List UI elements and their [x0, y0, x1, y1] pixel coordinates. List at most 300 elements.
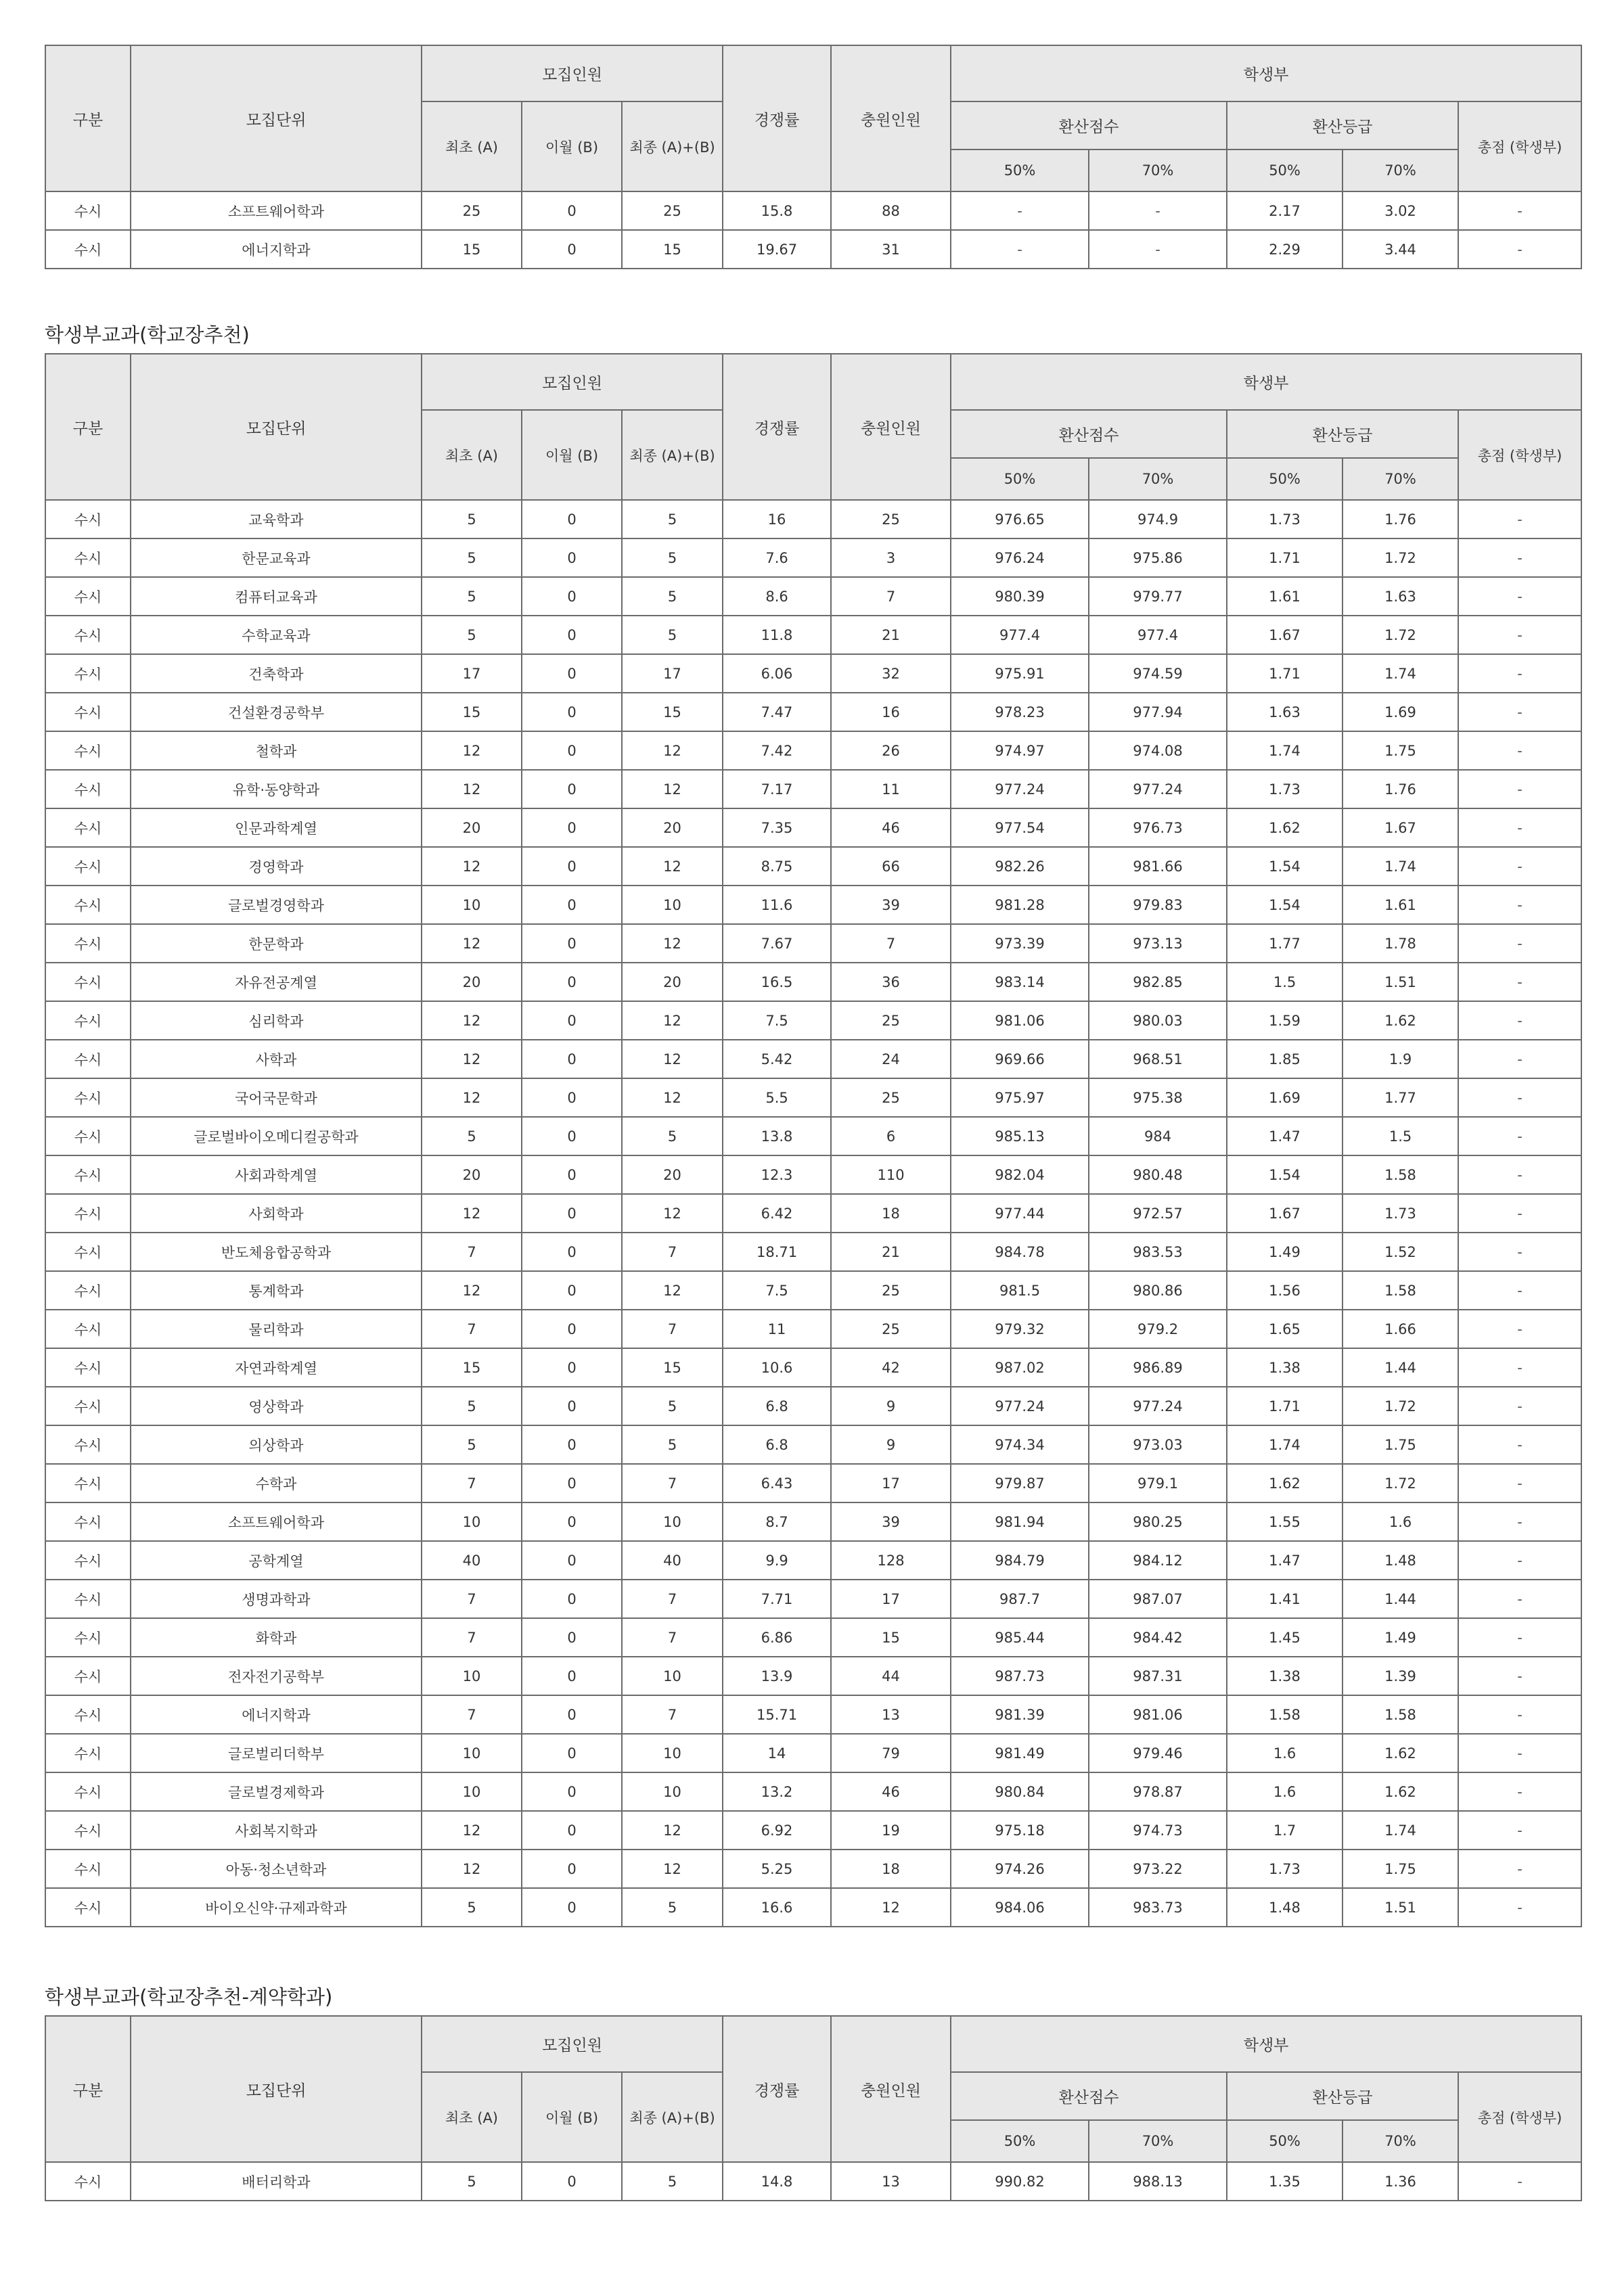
cell-additional: 46: [831, 808, 951, 847]
cell-grade-50: 1.69: [1227, 1078, 1343, 1117]
cell-grade-50: 1.59: [1227, 1001, 1343, 1040]
cell-category: 수시: [45, 924, 131, 963]
cell-additional: 11: [831, 770, 951, 808]
cell-category: 수시: [45, 616, 131, 654]
cell-unit: 사회학과: [131, 1194, 422, 1233]
cell-grade-70: 3.02: [1343, 191, 1458, 230]
header-unit: 모집단위: [131, 2016, 422, 2162]
cell-grade-50: 1.65: [1227, 1310, 1343, 1348]
cell-grade-70: 1.76: [1343, 770, 1458, 808]
cell-total: -: [1458, 1348, 1581, 1387]
cell-grade-50: 1.77: [1227, 924, 1343, 963]
cell-category: 수시: [45, 731, 131, 770]
cell-competition: 8.6: [723, 577, 831, 616]
cell-total: -: [1458, 1271, 1581, 1310]
cell-total: -: [1458, 1001, 1581, 1040]
table-row: [45, 1271, 1581, 1310]
header-converted-grade: 환산등급: [1227, 101, 1458, 150]
cell-total: -: [1458, 770, 1581, 808]
header-competition: 경쟁률: [723, 45, 831, 191]
cell-score-70: 977.94: [1089, 693, 1227, 731]
cell-grade-70: 1.51: [1343, 963, 1458, 1001]
table-row: [45, 963, 1581, 1001]
cell-transfer: 0: [522, 2162, 622, 2201]
cell-category: 수시: [45, 1310, 131, 1348]
cell-category: 수시: [45, 230, 131, 269]
cell-total: -: [1458, 1541, 1581, 1580]
cell-score-50: 983.14: [951, 963, 1089, 1001]
table-row: [45, 1618, 1581, 1657]
cell-final: 12: [622, 924, 723, 963]
cell-transfer: 0: [522, 770, 622, 808]
cell-additional: 17: [831, 1464, 951, 1502]
cell-grade-70: 1.66: [1343, 1310, 1458, 1348]
header-competition: 경쟁률: [723, 354, 831, 500]
header-total-score: 총점 (학생부): [1458, 410, 1581, 500]
cell-score-70: 979.83: [1089, 886, 1227, 924]
table-row: [45, 1233, 1581, 1271]
cell-grade-70: 1.75: [1343, 1850, 1458, 1888]
cell-final: 15: [622, 1348, 723, 1387]
cell-unit: 자연과학계열: [131, 1348, 422, 1387]
header-initial: 최초 (A): [422, 2072, 522, 2162]
cell-total: -: [1458, 1117, 1581, 1155]
cell-grade-70: 1.72: [1343, 616, 1458, 654]
cell-unit: 유학·동양학과: [131, 770, 422, 808]
cell-total: -: [1458, 1502, 1581, 1541]
cell-total: -: [1458, 1387, 1581, 1425]
cell-transfer: 0: [522, 1233, 622, 1271]
cell-score-70: 973.22: [1089, 1850, 1227, 1888]
cell-additional: 110: [831, 1155, 951, 1194]
cell-score-50: 987.73: [951, 1657, 1089, 1695]
cell-grade-50: 2.17: [1227, 191, 1343, 230]
cell-score-50: 974.34: [951, 1425, 1089, 1464]
cell-competition: 6.86: [723, 1618, 831, 1657]
header-final: 최종 (A)+(B): [622, 2072, 723, 2162]
cell-score-50: 977.44: [951, 1194, 1089, 1233]
cell-grade-70: 1.78: [1343, 924, 1458, 963]
cell-score-50: 973.39: [951, 924, 1089, 963]
cell-transfer: 0: [522, 1271, 622, 1310]
cell-score-50: 981.49: [951, 1734, 1089, 1772]
cell-competition: 7.5: [723, 1001, 831, 1040]
cell-unit: 공학계열: [131, 1541, 422, 1580]
table-row: [45, 1695, 1581, 1734]
cell-additional: 9: [831, 1425, 951, 1464]
cell-grade-50: 2.29: [1227, 230, 1343, 269]
cell-transfer: 0: [522, 1387, 622, 1425]
cell-total: -: [1458, 1657, 1581, 1695]
cell-transfer: 0: [522, 230, 622, 269]
cell-transfer: 0: [522, 1425, 622, 1464]
cell-grade-70: 1.69: [1343, 693, 1458, 731]
table-row: [45, 1850, 1581, 1888]
cell-initial: 10: [422, 1772, 522, 1811]
cell-grade-50: 1.49: [1227, 1233, 1343, 1271]
cell-unit: 영상학과: [131, 1387, 422, 1425]
cell-competition: 18.71: [723, 1233, 831, 1271]
cell-final: 5: [622, 1888, 723, 1927]
cell-category: 수시: [45, 1502, 131, 1541]
section-contract-dept: [45, 2015, 1581, 2201]
section-software-energy: [45, 45, 1581, 269]
cell-score-70: 984: [1089, 1117, 1227, 1155]
cell-category: 수시: [45, 770, 131, 808]
header-grade-50: 50%: [1227, 458, 1343, 500]
cell-grade-70: 1.52: [1343, 1233, 1458, 1271]
cell-grade-70: 1.6: [1343, 1502, 1458, 1541]
cell-total: -: [1458, 1233, 1581, 1271]
cell-initial: 12: [422, 1001, 522, 1040]
cell-additional: 79: [831, 1734, 951, 1772]
cell-unit: 한문교육과: [131, 538, 422, 577]
cell-category: 수시: [45, 886, 131, 924]
cell-transfer: 0: [522, 1001, 622, 1040]
admissions-table: [45, 2015, 1582, 2201]
cell-competition: 8.7: [723, 1502, 831, 1541]
cell-unit: 에너지학과: [131, 1695, 422, 1734]
cell-category: 수시: [45, 847, 131, 886]
cell-total: -: [1458, 1811, 1581, 1850]
cell-unit: 한문학과: [131, 924, 422, 963]
cell-category: 수시: [45, 1850, 131, 1888]
cell-score-50: 981.39: [951, 1695, 1089, 1734]
cell-grade-70: 1.62: [1343, 1734, 1458, 1772]
cell-grade-70: 1.73: [1343, 1194, 1458, 1233]
header-category: 구분: [45, 354, 131, 500]
cell-score-50: 984.79: [951, 1541, 1089, 1580]
table-row: [45, 654, 1581, 693]
cell-unit: 전자전기공학부: [131, 1657, 422, 1695]
table-row: [45, 500, 1581, 538]
table-row: [45, 577, 1581, 616]
cell-final: 5: [622, 500, 723, 538]
cell-initial: 12: [422, 1078, 522, 1117]
cell-grade-50: 1.45: [1227, 1618, 1343, 1657]
cell-transfer: 0: [522, 1888, 622, 1927]
cell-initial: 12: [422, 1194, 522, 1233]
cell-score-50: 977.54: [951, 808, 1089, 847]
cell-grade-70: 1.39: [1343, 1657, 1458, 1695]
cell-category: 수시: [45, 2162, 131, 2201]
cell-final: 7: [622, 1618, 723, 1657]
admissions-table: [45, 45, 1582, 269]
cell-final: 7: [622, 1233, 723, 1271]
cell-score-50: 984.06: [951, 1888, 1089, 1927]
cell-competition: 5.25: [723, 1850, 831, 1888]
cell-total: -: [1458, 1425, 1581, 1464]
cell-category: 수시: [45, 1734, 131, 1772]
cell-initial: 12: [422, 924, 522, 963]
cell-score-50: 976.65: [951, 500, 1089, 538]
cell-transfer: 0: [522, 963, 622, 1001]
header-additional: 충원인원: [831, 2016, 951, 2162]
table-row: [45, 1425, 1581, 1464]
section-title-school-principal: 학생부교과(학교장추천): [45, 323, 250, 346]
cell-category: 수시: [45, 654, 131, 693]
cell-grade-70: 1.72: [1343, 538, 1458, 577]
header-transfer: 이월 (B): [522, 2072, 622, 2162]
cell-grade-70: 1.61: [1343, 886, 1458, 924]
cell-score-70: 974.08: [1089, 731, 1227, 770]
table-row: [45, 1888, 1581, 1927]
cell-additional: 17: [831, 1580, 951, 1618]
cell-score-70: 980.25: [1089, 1502, 1227, 1541]
cell-transfer: 0: [522, 1155, 622, 1194]
cell-initial: 5: [422, 1387, 522, 1425]
cell-total: -: [1458, 538, 1581, 577]
table-row: [45, 1117, 1581, 1155]
table-body: [45, 500, 1581, 1927]
cell-category: 수시: [45, 1888, 131, 1927]
cell-unit: 수학과: [131, 1464, 422, 1502]
table-row: [45, 1040, 1581, 1078]
cell-grade-50: 1.73: [1227, 1850, 1343, 1888]
header-additional: 충원인원: [831, 45, 951, 191]
cell-final: 7: [622, 1310, 723, 1348]
cell-competition: 5.42: [723, 1040, 831, 1078]
cell-grade-50: 1.7: [1227, 1811, 1343, 1850]
cell-initial: 5: [422, 1117, 522, 1155]
cell-category: 수시: [45, 1040, 131, 1078]
cell-additional: 12: [831, 1888, 951, 1927]
cell-score-70: -: [1089, 191, 1227, 230]
cell-unit: 경영학과: [131, 847, 422, 886]
table-row: [45, 1464, 1581, 1502]
cell-unit: 인문과학계열: [131, 808, 422, 847]
header-score-50: 50%: [951, 2120, 1089, 2162]
cell-final: 10: [622, 1502, 723, 1541]
cell-final: 15: [622, 230, 723, 269]
cell-transfer: 0: [522, 500, 622, 538]
cell-score-70: -: [1089, 230, 1227, 269]
cell-grade-50: 1.6: [1227, 1772, 1343, 1811]
cell-unit: 건축학과: [131, 654, 422, 693]
cell-transfer: 0: [522, 693, 622, 731]
header-grade-70: 70%: [1343, 2120, 1458, 2162]
cell-transfer: 0: [522, 924, 622, 963]
cell-final: 7: [622, 1464, 723, 1502]
cell-total: -: [1458, 1310, 1581, 1348]
cell-competition: 7.71: [723, 1580, 831, 1618]
cell-grade-50: 1.71: [1227, 1387, 1343, 1425]
cell-final: 12: [622, 731, 723, 770]
cell-competition: 6.8: [723, 1387, 831, 1425]
cell-score-50: 975.97: [951, 1078, 1089, 1117]
table-row: [45, 230, 1581, 269]
cell-final: 10: [622, 1772, 723, 1811]
cell-transfer: 0: [522, 616, 622, 654]
cell-additional: 13: [831, 1695, 951, 1734]
cell-unit: 자유전공계열: [131, 963, 422, 1001]
cell-competition: 6.42: [723, 1194, 831, 1233]
cell-grade-70: 1.74: [1343, 654, 1458, 693]
cell-grade-50: 1.58: [1227, 1695, 1343, 1734]
cell-grade-50: 1.48: [1227, 1888, 1343, 1927]
cell-initial: 5: [422, 577, 522, 616]
cell-total: -: [1458, 1580, 1581, 1618]
cell-additional: 9: [831, 1387, 951, 1425]
header-additional: 충원인원: [831, 354, 951, 500]
cell-initial: 7: [422, 1618, 522, 1657]
cell-category: 수시: [45, 1657, 131, 1695]
cell-unit: 통계학과: [131, 1271, 422, 1310]
cell-competition: 7.67: [723, 924, 831, 963]
cell-score-70: 977.24: [1089, 1387, 1227, 1425]
cell-unit: 심리학과: [131, 1001, 422, 1040]
cell-total: -: [1458, 1850, 1581, 1888]
cell-grade-70: 1.72: [1343, 1464, 1458, 1502]
cell-grade-50: 1.38: [1227, 1657, 1343, 1695]
table-row: [45, 1580, 1581, 1618]
cell-grade-50: 1.71: [1227, 654, 1343, 693]
cell-initial: 12: [422, 1850, 522, 1888]
cell-grade-50: 1.67: [1227, 616, 1343, 654]
cell-final: 5: [622, 2162, 723, 2201]
cell-grade-50: 1.38: [1227, 1348, 1343, 1387]
cell-grade-50: 1.35: [1227, 2162, 1343, 2201]
cell-additional: 36: [831, 963, 951, 1001]
cell-grade-70: 1.77: [1343, 1078, 1458, 1117]
cell-score-70: 974.59: [1089, 654, 1227, 693]
cell-score-50: 978.23: [951, 693, 1089, 731]
cell-score-70: 983.73: [1089, 1888, 1227, 1927]
cell-unit: 반도체융합공학과: [131, 1233, 422, 1271]
header-unit: 모집단위: [131, 45, 422, 191]
cell-category: 수시: [45, 500, 131, 538]
table-row: [45, 191, 1581, 230]
cell-transfer: 0: [522, 1078, 622, 1117]
cell-score-50: 969.66: [951, 1040, 1089, 1078]
cell-score-70: 984.12: [1089, 1541, 1227, 1580]
table-row: [45, 1657, 1581, 1695]
cell-total: -: [1458, 1078, 1581, 1117]
cell-score-70: 986.89: [1089, 1348, 1227, 1387]
cell-initial: 10: [422, 1734, 522, 1772]
table-body: [45, 2162, 1581, 2201]
cell-initial: 5: [422, 616, 522, 654]
cell-additional: 42: [831, 1348, 951, 1387]
cell-score-70: 987.07: [1089, 1580, 1227, 1618]
cell-grade-70: 1.62: [1343, 1001, 1458, 1040]
cell-unit: 에너지학과: [131, 230, 422, 269]
cell-initial: 7: [422, 1580, 522, 1618]
cell-competition: 11.8: [723, 616, 831, 654]
header-recruit: 모집인원: [422, 45, 723, 101]
cell-score-50: 982.04: [951, 1155, 1089, 1194]
cell-score-50: 980.84: [951, 1772, 1089, 1811]
cell-competition: 13.8: [723, 1117, 831, 1155]
cell-initial: 15: [422, 230, 522, 269]
cell-transfer: 0: [522, 886, 622, 924]
cell-total: -: [1458, 808, 1581, 847]
cell-score-70: 973.13: [1089, 924, 1227, 963]
cell-final: 10: [622, 1734, 723, 1772]
admissions-table: [45, 353, 1582, 1927]
cell-transfer: 0: [522, 1502, 622, 1541]
cell-competition: 13.9: [723, 1657, 831, 1695]
header-transfer: 이월 (B): [522, 410, 622, 500]
header-school-record: 학생부: [951, 2016, 1581, 2072]
cell-initial: 5: [422, 1425, 522, 1464]
header-school-record: 학생부: [951, 354, 1581, 410]
cell-unit: 글로벌경제학과: [131, 1772, 422, 1811]
cell-additional: 66: [831, 847, 951, 886]
cell-category: 수시: [45, 1155, 131, 1194]
cell-grade-70: 1.44: [1343, 1348, 1458, 1387]
cell-total: -: [1458, 577, 1581, 616]
cell-competition: 7.6: [723, 538, 831, 577]
cell-grade-70: 1.74: [1343, 1811, 1458, 1850]
cell-total: -: [1458, 230, 1581, 269]
cell-grade-70: 1.75: [1343, 1425, 1458, 1464]
cell-additional: 25: [831, 1078, 951, 1117]
cell-final: 20: [622, 963, 723, 1001]
header-grade-70: 70%: [1343, 150, 1458, 191]
cell-additional: 31: [831, 230, 951, 269]
cell-score-70: 979.46: [1089, 1734, 1227, 1772]
cell-initial: 20: [422, 1155, 522, 1194]
cell-final: 7: [622, 1695, 723, 1734]
cell-final: 12: [622, 1850, 723, 1888]
table-row: [45, 1348, 1581, 1387]
table-row: [45, 693, 1581, 731]
cell-total: -: [1458, 1772, 1581, 1811]
header-grade-50: 50%: [1227, 150, 1343, 191]
cell-transfer: 0: [522, 1194, 622, 1233]
table-body: [45, 191, 1581, 269]
cell-final: 12: [622, 770, 723, 808]
cell-score-50: 987.7: [951, 1580, 1089, 1618]
cell-score-70: 980.48: [1089, 1155, 1227, 1194]
cell-additional: 32: [831, 654, 951, 693]
cell-transfer: 0: [522, 1040, 622, 1078]
cell-additional: 18: [831, 1194, 951, 1233]
cell-transfer: 0: [522, 1117, 622, 1155]
cell-transfer: 0: [522, 1464, 622, 1502]
header-final: 최종 (A)+(B): [622, 410, 723, 500]
cell-grade-50: 1.62: [1227, 808, 1343, 847]
table-row: [45, 1811, 1581, 1850]
cell-category: 수시: [45, 1618, 131, 1657]
header-school-record: 학생부: [951, 45, 1581, 101]
cell-final: 5: [622, 538, 723, 577]
cell-initial: 5: [422, 538, 522, 577]
cell-grade-50: 1.73: [1227, 500, 1343, 538]
cell-score-50: 976.24: [951, 538, 1089, 577]
cell-grade-50: 1.41: [1227, 1580, 1343, 1618]
cell-score-70: 979.77: [1089, 577, 1227, 616]
header-score-70: 70%: [1089, 150, 1227, 191]
cell-grade-70: 1.63: [1343, 577, 1458, 616]
cell-unit: 의상학과: [131, 1425, 422, 1464]
cell-additional: 13: [831, 2162, 951, 2201]
cell-final: 5: [622, 1117, 723, 1155]
cell-category: 수시: [45, 1001, 131, 1040]
cell-category: 수시: [45, 1772, 131, 1811]
table-header: [45, 2016, 1581, 2162]
cell-additional: 19: [831, 1811, 951, 1850]
cell-score-50: 974.26: [951, 1850, 1089, 1888]
cell-total: -: [1458, 1618, 1581, 1657]
cell-additional: 39: [831, 1502, 951, 1541]
cell-score-70: 988.13: [1089, 2162, 1227, 2201]
header-score-50: 50%: [951, 150, 1089, 191]
header-initial: 최초 (A): [422, 101, 522, 191]
cell-score-70: 976.73: [1089, 808, 1227, 847]
cell-transfer: 0: [522, 577, 622, 616]
